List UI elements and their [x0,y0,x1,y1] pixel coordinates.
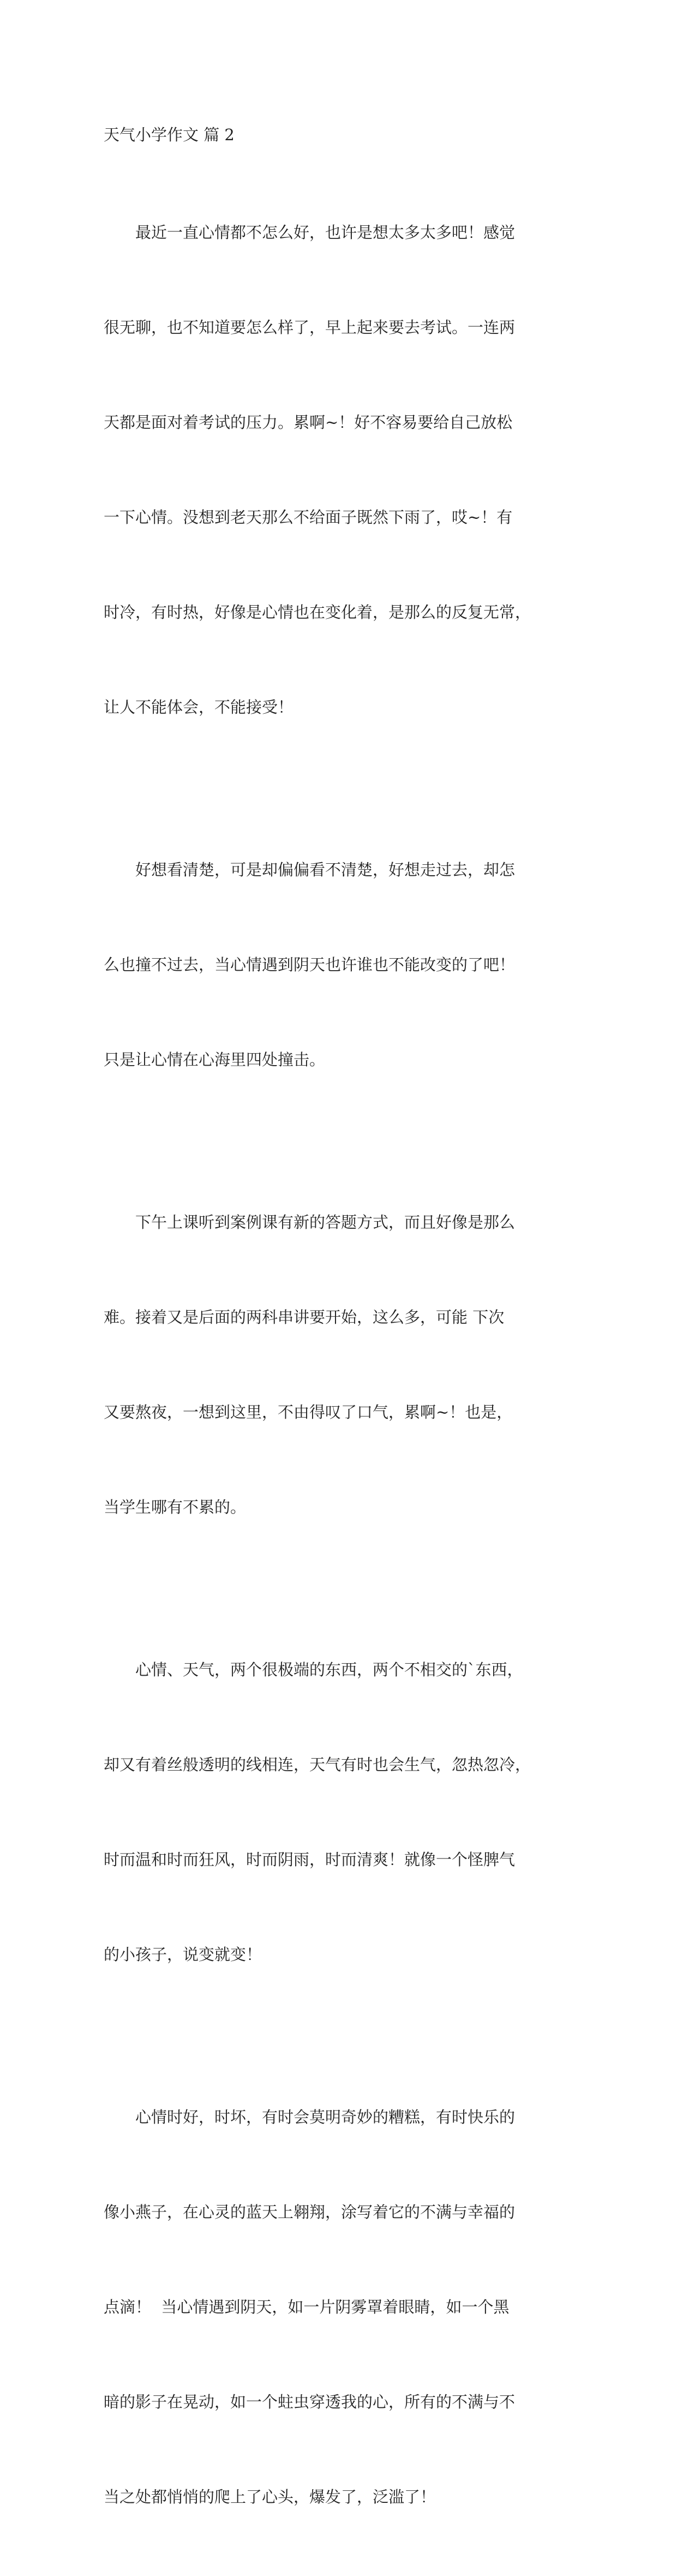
paragraph-line: 时冷，有时热，好像是心情也在变化着，是那么的反复无常， [104,603,531,621]
paragraph-5 [104,2038,573,2576]
paragraph-line: 下午上课听到案例课有新的答题方式，而且好像是那么 [135,1213,516,1232]
paragraph-line: 最近一直心情都不怎么好，也许是想太多太多吧！感觉 [135,223,516,242]
paragraph-line: 心情时好，时坏，有时会莫明奇妙的糟糕，有时快乐的 [135,2108,516,2126]
paragraph-line: 时而温和时而狂风，时而阴雨，时而清爽！就像一个怪脾气 [104,1850,516,1869]
paragraph-line: 心情、天气，两个很极端的东西，两个不相交的`东西， [135,1660,523,1679]
paragraph-2 [104,791,573,1139]
paragraph-line: 像小燕子，在心灵的蓝天上翱翔，涂写着它的不满与幸福的 [104,2203,516,2221]
paragraph-line: 一下心情。没想到老天那么不给面子既然下雨了，哎~！有 [104,508,513,527]
paragraph-line: 的小孩子，说变就变！ [104,1945,262,1964]
paragraph-line: 难。接着又是后面的两科串讲要开始，这么多，可能 下次 [104,1308,505,1326]
paragraph-line: 很无聊，也不知道要怎么样了，早上起来要去考试。一连两 [104,318,516,337]
paragraph-line: 么也撞不过去，当心情遇到阴天也许谁也不能改变的了吧！ [104,955,516,974]
document-body [104,123,573,2576]
paragraph-line: 暗的影子在晃动，如一个蛀虫穿透我的心，所有的不满与不 [104,2393,516,2411]
document-title: 天气小学作文 篇 2 [104,125,235,144]
paragraph-line: 好想看清楚，可是却偏偏看不清楚，好想走过去，却怎 [135,860,516,879]
paragraph-line: 又要熬夜，一想到这里，不由得叹了口气，累啊~！也是， [104,1403,513,1421]
paragraph-line: 天都是面对着考试的压力。累啊~！好不容易要给自己放松 [104,413,513,432]
paragraph-line: 却又有着丝般透明的线相连，天气有时也会生气，忽热忽冷， [104,1755,531,1774]
paragraph-3 [104,1143,573,1586]
paragraph-line: 点滴！ 当心情遇到阴天，如一片阴雾罩着眼睛，如一个黑 [104,2298,510,2316]
paragraph-line: 让人不能体会，不能接受！ [104,698,294,716]
paragraph-1 [104,153,573,786]
paragraph-line: 当学生哪有不累的。 [104,1498,247,1516]
paragraph-line: 只是让心情在心海里四处撞击。 [104,1050,326,1069]
paragraph-4 [104,1591,573,2034]
paragraph-line: 当之处都悄悄的爬上了心头，爆发了，泛滥了！ [104,2488,436,2506]
